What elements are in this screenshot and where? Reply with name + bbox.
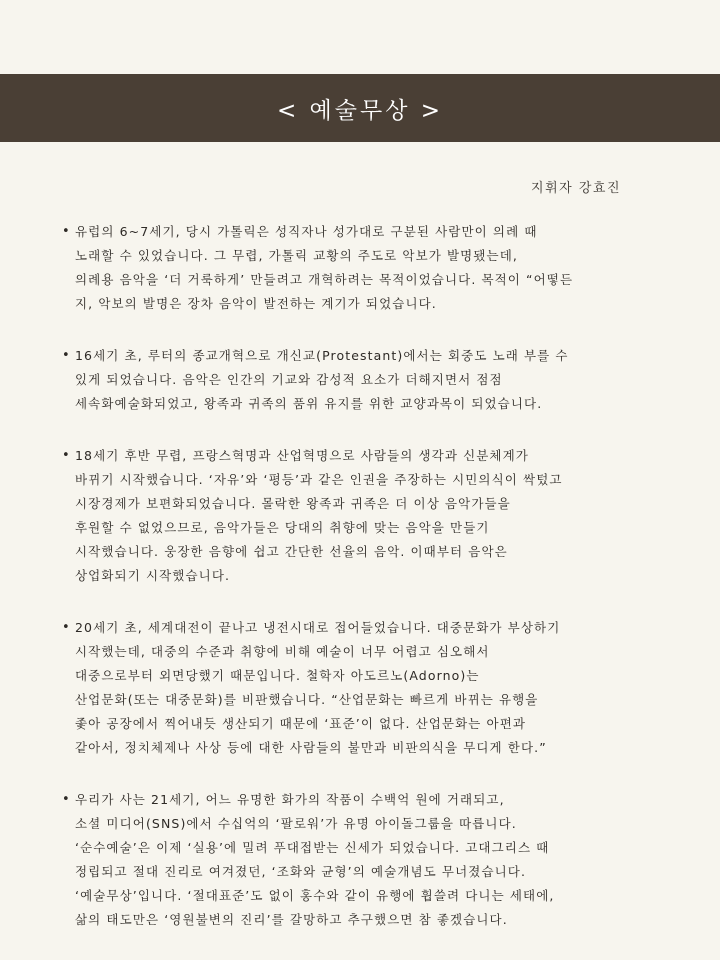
text-line: 후원할 수 없었으므로, 음악가들은 당대의 취향에 맞는 음악을 만들기 (75, 520, 490, 535)
text-line: 지, 악보의 발명은 장차 음악이 발전하는 계기가 되었습니다. (75, 296, 437, 311)
paragraph-2 (62, 344, 634, 416)
text-line: 바뀌기 시작했습니다. ‘자유’와 ‘평등’과 같은 인권을 주장하는 시민의식이 싹텄고 (75, 472, 563, 487)
text-line: 16세기 초, 루터의 종교개혁으로 개신교(Protestant)에서는 회중도 노래 부를 수 (75, 348, 569, 363)
paragraph-1 (62, 220, 634, 316)
text-line: 시작했는데, 대중의 수준과 취향에 비해 예술이 너무 어렵고 심오해서 (75, 644, 490, 659)
bullet-icon: • (62, 620, 70, 635)
article-body (62, 220, 634, 960)
text-line: 유럽의 6~7세기, 당시 가톨릭은 성직자나 성가대로 구분된 사람만이 의례 때 (75, 224, 538, 239)
paragraph-3 (62, 444, 634, 588)
text-line: 의례용 음악을 ‘더 거룩하게’ 만들려고 개혁하려는 목적이었습니다. 목적이 “어떻든 (75, 272, 574, 287)
paragraph-4 (62, 616, 634, 760)
bullet-icon: • (62, 448, 70, 463)
text-line: 20세기 초, 세계대전이 끝나고 냉전시대로 접어들었습니다. 대중문화가 부상하기 (75, 620, 561, 635)
author-credit: 지휘자 강효진 (531, 181, 621, 196)
text-line: 세속화예술화되었고, 왕족과 귀족의 품위 유지를 위한 교양과목이 되었습니다. (75, 396, 543, 411)
text-line: 삶의 태도만은 ‘영원불변의 진리’를 갈망하고 추구했으면 참 좋겠습니다. (75, 912, 508, 927)
paragraph-5 (62, 788, 634, 932)
text-line: 정립되고 절대 진리로 여겨졌던, ‘조화와 균형’의 예술개념도 무너졌습니다. (75, 864, 527, 879)
text-line: 노래할 수 있었습니다. 그 무렵, 가톨릭 교황의 주도로 악보가 발명됐는데, (75, 248, 518, 263)
text-line: 시장경제가 보편화되었습니다. 몰락한 왕족과 귀족은 더 이상 음악가들을 (75, 496, 511, 511)
page-title: < 예술무상 > (276, 97, 444, 124)
bullet-icon: • (62, 792, 70, 807)
text-line: 시작했습니다. 웅장한 음향에 쉽고 간단한 선율의 음악. 이때부터 음악은 (75, 544, 508, 559)
bullet-icon: • (62, 348, 70, 363)
text-line: 상업화되기 시작했습니다. (75, 568, 231, 583)
title-banner (0, 74, 720, 142)
text-line: ‘순수예술’은 이제 ‘실용’에 밀려 푸대접받는 신세가 되었습니다. 고대그리스 때 (75, 840, 550, 855)
text-line: ‘예술무상’입니다. ‘절대표준’도 없이 홍수와 같이 유행에 휩쓸려 다니는 세태에, (75, 888, 555, 903)
text-line: 산업문화(또는 대중문화)를 비판했습니다. “산업문화는 빠르게 바뀌는 유행을 (75, 692, 539, 707)
text-line: 18세기 후반 무렵, 프랑스혁명과 산업혁명으로 사람들의 생각과 신분체계가 (75, 448, 529, 463)
text-line: 우리가 사는 21세기, 어느 유명한 화가의 작품이 수백억 원에 거래되고, (75, 792, 505, 807)
text-line: 있게 되었습니다. 음악은 인간의 기교와 감성적 요소가 더해지면서 점점 (75, 372, 503, 387)
text-line: 같아서, 정치체제나 사상 등에 대한 사람들의 불만과 비판의식을 무디게 한다.” (75, 740, 547, 755)
text-line: 좇아 공장에서 찍어내듯 생산되기 때문에 ‘표준’이 없다. 산업문화는 아편과 (75, 716, 527, 731)
text-line: 대중으로부터 외면당했기 때문입니다. 철학자 아도르노(Adorno)는 (75, 668, 480, 683)
text-line: 소셜 미디어(SNS)에서 수십억의 ‘팔로워’가 유명 아이돌그룹을 따릅니다. (75, 816, 517, 831)
bullet-icon: • (62, 224, 70, 239)
